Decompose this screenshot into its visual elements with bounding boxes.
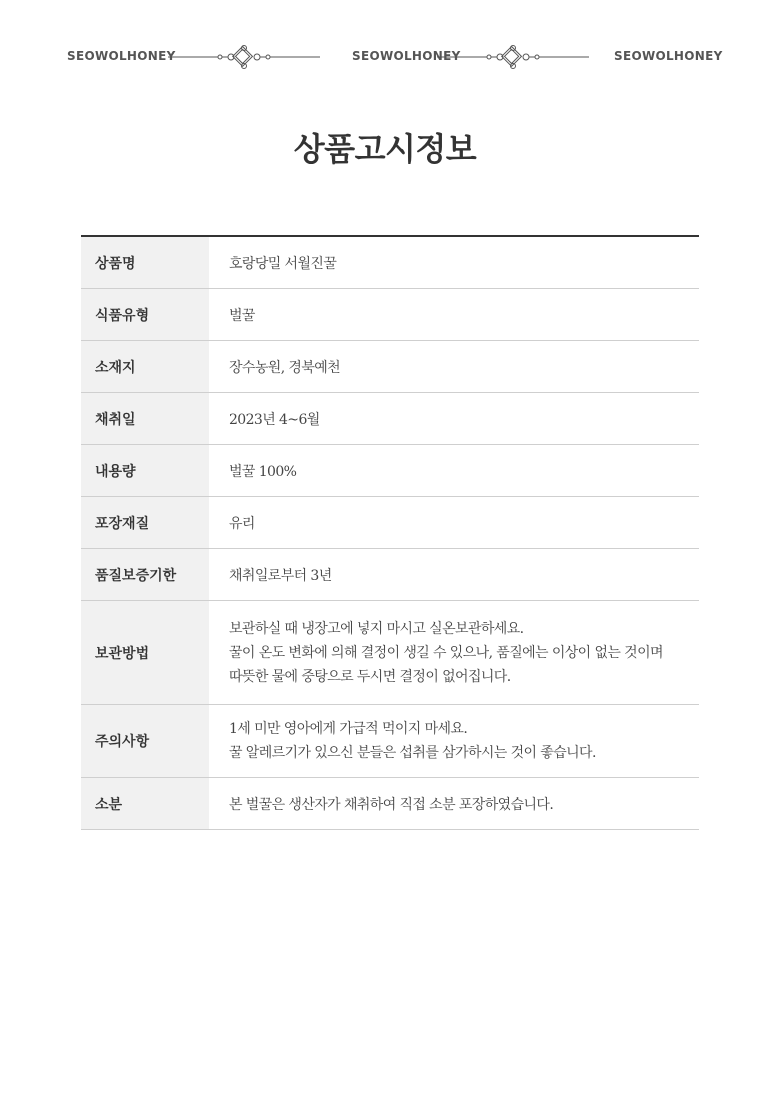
row-label: 내용량 xyxy=(81,445,209,497)
storage-line: 따뜻한 물에 중탕으로 두시면 결정이 없어집니다. xyxy=(229,668,511,685)
table-row xyxy=(81,497,699,549)
ornament-divider-icon xyxy=(437,44,589,70)
brand-logo-text: SEOWOLHONEY xyxy=(67,49,176,63)
table-row xyxy=(81,289,699,341)
page-title: 상품고시정보 xyxy=(293,130,477,168)
row-label: 품질보증기한 xyxy=(81,549,209,601)
table-row xyxy=(81,341,699,393)
table-row xyxy=(81,549,699,601)
table-row-caution xyxy=(81,705,699,778)
brand-header xyxy=(0,40,770,74)
table-row-storage xyxy=(81,601,699,705)
row-value: 호랑당밀 서월진꿀 xyxy=(209,236,699,289)
caution-line: 꿀 알레르기가 있으신 분들은 섭취를 삼가하시는 것이 좋습니다. xyxy=(229,745,596,761)
row-label: 소재지 xyxy=(81,341,209,393)
storage-line: 보관하실 때 냉장고에 넣지 마시고 실온보관하세요. xyxy=(229,620,524,637)
row-label: 상품명 xyxy=(81,236,209,289)
storage-line: 꿀이 온도 변화에 의해 결정이 생길 수 있으나, 품질에는 이상이 없는 것이며 xyxy=(229,644,663,661)
row-value: 2023년 4~6월 xyxy=(209,393,699,445)
row-value: 본 벌꿀은 생산자가 채취하여 직접 소분 포장하였습니다. xyxy=(209,778,699,830)
row-label: 포장재질 xyxy=(81,497,209,549)
table-row xyxy=(81,778,699,830)
row-value: 벌꿀 100% xyxy=(209,445,699,497)
row-value: 장수농원, 경북예천 xyxy=(209,341,699,393)
row-value: 벌꿀 xyxy=(209,289,699,341)
row-label: 주의사항 xyxy=(81,705,209,778)
row-label: 채취일 xyxy=(81,393,209,445)
table-row xyxy=(81,393,699,445)
brand-logo-text: SEOWOLHONEY xyxy=(614,49,723,63)
brand-logo-text: SEOWOLHONEY xyxy=(352,49,461,63)
row-label: 소분 xyxy=(81,778,209,830)
row-value: 유리 xyxy=(209,497,699,549)
row-value xyxy=(209,705,699,778)
product-info-table xyxy=(81,235,699,830)
caution-line: 1세 미만 영아에게 가급적 먹이지 마세요. xyxy=(229,721,468,737)
table-row xyxy=(81,236,699,289)
row-label: 보관방법 xyxy=(81,601,209,705)
row-label: 식품유형 xyxy=(81,289,209,341)
row-value: 채취일로부터 3년 xyxy=(209,549,699,601)
row-value xyxy=(209,601,699,705)
table-row xyxy=(81,445,699,497)
ornament-divider-icon xyxy=(168,44,320,70)
